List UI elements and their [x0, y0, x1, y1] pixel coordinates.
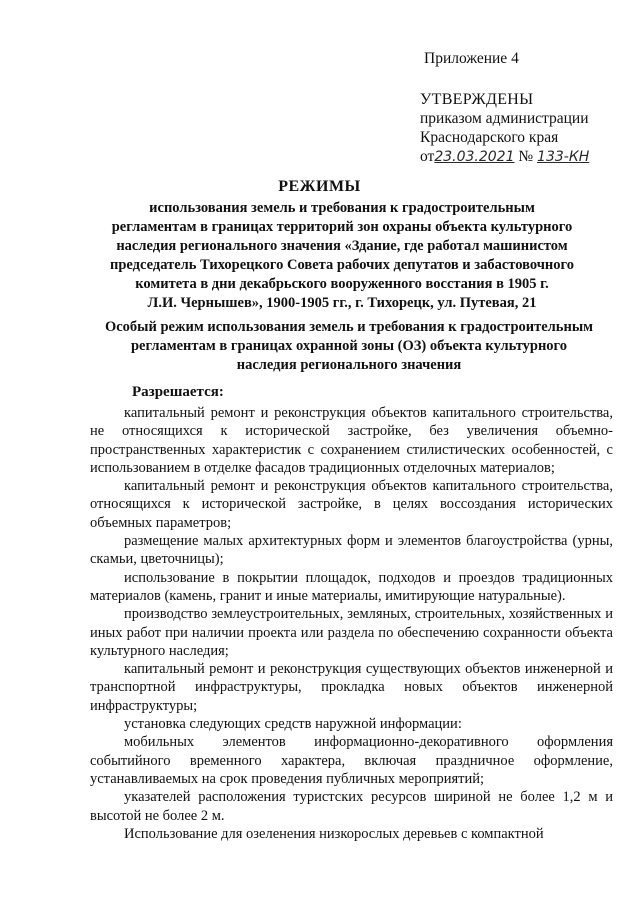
heading-line: Л.И. Чернышев», 1900-1905 гг., г. Тихорецк, ул. Путевая, 21: [147, 295, 537, 311]
appendix-label: Приложение 4: [424, 50, 519, 67]
paragraph: капитальный ремонт и реконструкция существующих объектов инженерной и транспортной инфраструктуры, прокладка новых объектов инженерной инфраструктуры;: [90, 661, 613, 714]
approved-title: УТВЕРЖДЕНЫ: [420, 91, 534, 108]
approval-number: 133-КН: [537, 149, 590, 165]
paragraph: мобильных элементов информационно-декоративного оформления событийного временного характера, включая праздничное оформление, устанавливаемых на срок проведения публичных мероприятий;: [90, 734, 613, 787]
section-heading-line: Особый режим использования земель и требования к градостроительным: [104, 319, 594, 335]
heading-line: председатель Тихорецкого Совета рабочих депутатов и забастовочного: [110, 257, 574, 273]
heading-line: регламентам в границах территорий зон охраны объекта культурного: [111, 219, 573, 235]
approved-region: Краснодарского края: [420, 129, 559, 146]
paragraph: капитальный ремонт и реконструкция объектов капитального строительства, не относящихся к исторической застройке, без увеличения объемно-пространственных характеристик с сохранением стилистических особенностей, с использованием в отделке фасадов традиционных отделочных материалов;: [90, 405, 613, 476]
paragraph: производство землеустроительных, земляных, строительных, хозяйственных и иных работ при наличии проекта или раздела по обеспечению сохранности объекта культурного наследия;: [90, 606, 613, 659]
heading-line: наследия регионального значения «Здание, где работал машинистом: [116, 238, 568, 254]
paragraph: использование в покрытии площадок, подходов и проездов традиционных материалов (камень, гранит и иные материалы, имитирующие натуральные).: [90, 569, 613, 604]
document-title: РЕЖИМЫ: [278, 178, 361, 195]
paragraph: установка следующих средств наружной информации:: [124, 716, 462, 733]
heading-line: комитета в дни декабрьского вооруженного восстания в 1905 г.: [135, 276, 549, 292]
number-sign: №: [518, 148, 534, 165]
permitted-label: Разрешается:: [132, 384, 224, 400]
paragraph: размещение малых архитектурных форм и элементов благоустройства (урны, скамьи, цветочницы);: [90, 533, 613, 568]
paragraph: Использование для озеленения низкорослых деревьев с компактной: [124, 825, 544, 842]
approval-date-number: [420, 147, 589, 167]
date-prefix: от: [420, 148, 435, 165]
heading-line: использования земель и требования к градостроительным: [149, 200, 535, 216]
approved-by-order: приказом администрации: [420, 110, 589, 127]
paragraph: указателей расположения туристских ресурсов шириной не более 1,2 м и высотой не более 2 м.: [90, 789, 613, 824]
section-heading-line: наследия регионального значения: [236, 357, 462, 373]
paragraph: капитальный ремонт и реконструкция объектов капитального строительства, относящихся к исторической застройке, в целях воссоздания исторических объемных параметров;: [90, 478, 613, 531]
section-heading-line: регламентам в границах охранной зоны (ОЗ) объекта культурного: [130, 338, 568, 354]
approval-block: [420, 90, 589, 167]
document-heading: [92, 199, 592, 313]
approval-date: 23.03.2021: [434, 149, 515, 165]
body-text: [90, 404, 613, 843]
section-heading: [94, 318, 604, 375]
